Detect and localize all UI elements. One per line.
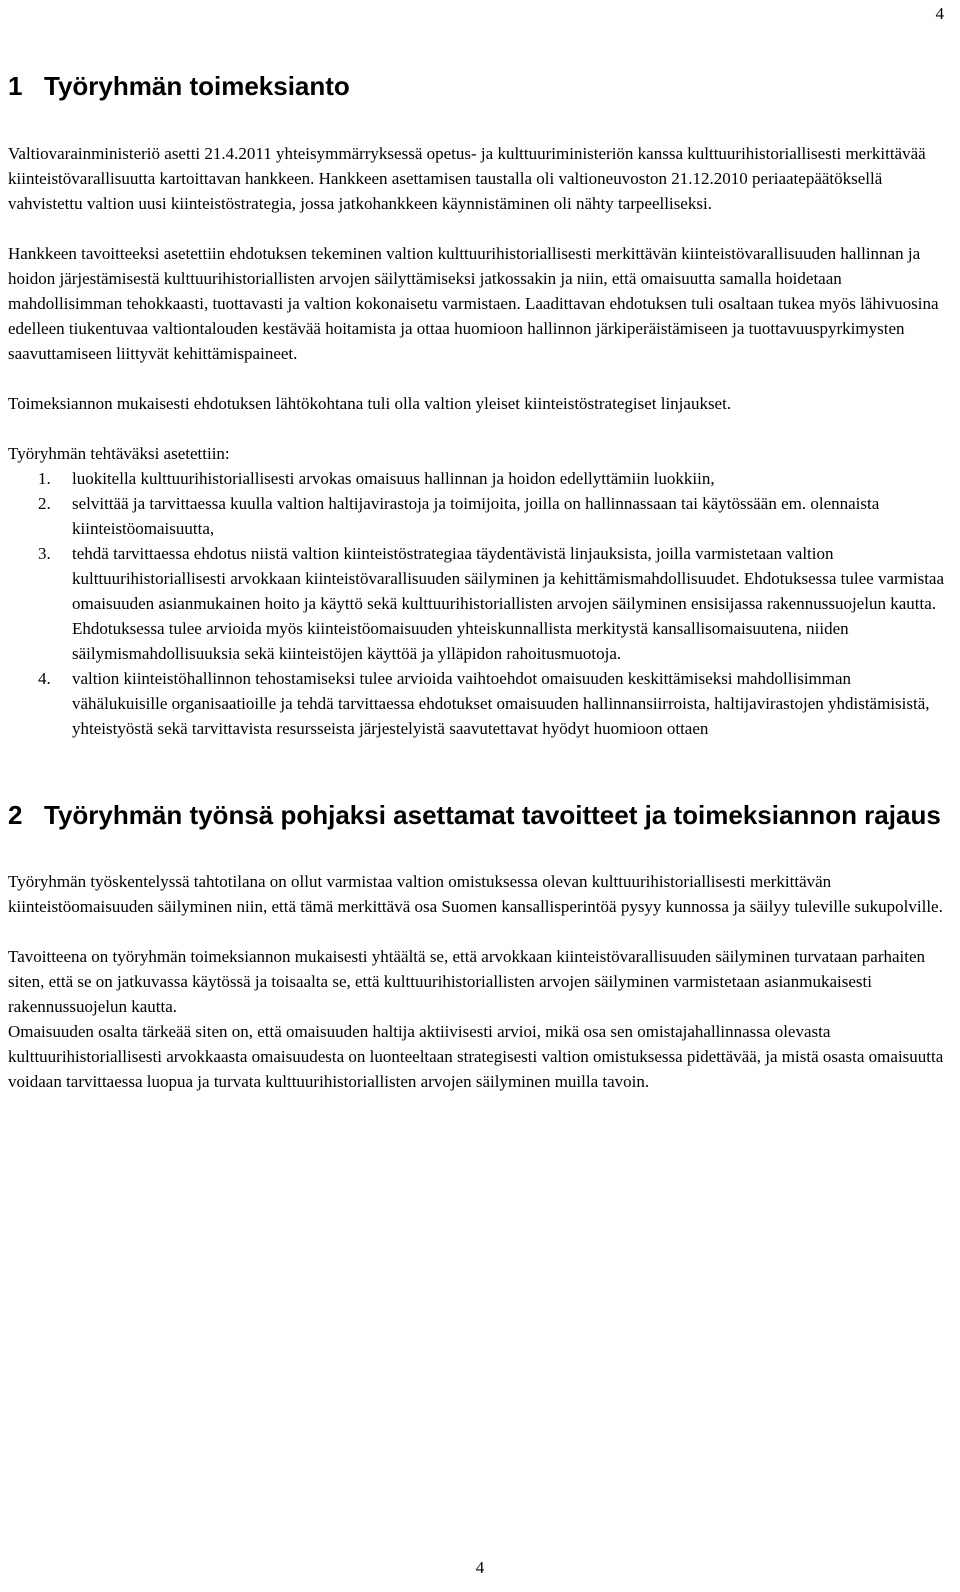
document-body (8, 70, 950, 1094)
page-number-top: 4 (935, 4, 944, 23)
section-1-heading (8, 70, 950, 103)
task-number: 1. (38, 469, 51, 488)
section-1-paragraph: Hankkeen tavoitteeksi asetettiin ehdotuksen tekeminen valtion kulttuurihistoriallisesti merkittävän kiinteistövarallisuuden hallinnan ja hoidon järjestämisestä kulttuurihistoriallisten arvojen säilyttämiseksi jatkossakin ja niin, että omaisuutta samalla hoidetaan mahdollisimman tehokkaasti, tuottavasti ja valtion kokonaisetu varmistaen. Laadittavan ehdotuksen tuli osaltaan tukea myös lähivuosina edelleen tiukentuvaa valtiontalouden kestävää hoitamista ja ottaa huomioon hallinnon järkiperäistämiseen ja tuottavuuspyrkimysten saavuttamiseen liittyvät kehittämispaineet. (8, 244, 939, 363)
task-number: 2. (38, 494, 51, 513)
section-2-heading (8, 799, 950, 832)
section-2-title: Työryhmän työnsä pohjaksi asettamat tavoitteet ja toimeksiannon rajaus (44, 800, 941, 830)
task-number: 4. (38, 669, 51, 688)
section-1-number: 1 (8, 71, 23, 101)
section-2-paragraph: Tavoitteena on työryhmän toimeksiannon mukaisesti yhtäältä se, että arvokkaan kiinteistövarallisuuden säilyminen turvataan parhaiten siten, että se on jatkuvassa käytössä ja toisaalta se, että kulttuurihistoriallisten arvojen säilyminen varmistetaan asianmukaisesti rakennussuojelun kautta. (8, 947, 926, 1016)
section-2-number: 2 (8, 800, 23, 830)
section-1-paragraph: Valtiovarainministeriö asetti 21.4.2011 yhteisymmärryksessä opetus- ja kulttuuriministeriön kanssa kulttuurihistoriallisesti merkittävää kiinteistövarallisuutta kartoittavan hankkeen. Hankkeen asettamisen taustalla oli valtioneuvoston 21.12.2010 periaatepäätöksellä vahvistettu valtion uusi kiinteistöstrategia, jossa jatkohankkeen käynnistäminen oli nähty tarpeelliseksi. (8, 144, 926, 213)
task-item (8, 666, 950, 741)
task-text: tehdä tarvittaessa ehdotus niistä valtion kiinteistöstrategiaa täydentävistä linjauksista, joilla varmistetaan valtion kulttuurihistoriallisesti arvokkaan kiinteistövarallisuuden säilyminen ja kehittämismahdollisuudet. Ehdotuksessa tulee varmistaa omaisuuden asianmukainen hoito ja käyttö sekä kulttuurihistoriallisten arvojen säilyminen ensisijassa rakennussuojelun kautta. Ehdotuksessa tulee arvioida myös kiinteistöomaisuuden yhteiskunnallista merkitystä kansallisomaisuutena, niiden säilymismahdollisuuksia sekä kiinteistöjen käyttöä ja ylläpidon rahoitusmuotoja. (72, 544, 945, 663)
task-text: luokitella kulttuurihistoriallisesti arvokas omaisuus hallinnan ja hoidon edellyttämiin luokkiin, (72, 469, 715, 488)
task-text: selvittää ja tarvittaessa kuulla valtion haltijavirastoja ja toimijoita, joilla on hallinnassaan tai käytössään em. olennaista kiinteistöomaisuutta, (72, 494, 880, 538)
tasks-intro: Työryhmän tehtäväksi asetettiin: (8, 444, 230, 463)
section-2-paragraph: Työryhmän työskentelyssä tahtotilana on ollut varmistaa valtion omistuksessa olevan kulttuurihistoriallisesti merkittävän kiinteistöomaisuuden säilyminen niin, että tämä merkittävä osa Suomen kansallisperintöä pysyy kunnossa ja säilyy tuleville sukupolville. (8, 872, 943, 916)
tasks-list (8, 466, 950, 741)
task-text: valtion kiinteistöhallinnon tehostamiseksi tulee arvioida vaihtoehdot omaisuuden keskittämiseksi mahdollisimman vähälukuisille organisaatioille ja tehdä tarvittaessa ehdotukset omaisuuden hallinnansiirroista, haltijavirastojen yhdistämisistä, yhteistyöstä sekä tarvittavista resursseista järjestelyistä saavutettavat hyödyt huomioon ottaen (72, 669, 930, 738)
task-item (8, 491, 950, 541)
task-item (8, 541, 950, 666)
page-number-bottom: 4 (475, 1558, 485, 1577)
task-item (8, 466, 950, 491)
task-number: 3. (38, 544, 51, 563)
section-1-title: Työryhmän toimeksianto (44, 71, 350, 101)
section-2-paragraph: Omaisuuden osalta tärkeää siten on, että omaisuuden haltija aktiivisesti arvioi, mikä osa sen omistajahallinnassa olevasta kulttuurihistoriallisesti arvokkaasta omaisuudesta on luonteeltaan strategisesti valtion omistuksessa pidettävää, ja mistä osasta omaisuutta voidaan tarvittaessa luopua ja turvata kulttuurihistoriallisten arvojen säilyminen muilla tavoin. (8, 1022, 944, 1091)
section-1-paragraph: Toimeksiannon mukaisesti ehdotuksen lähtökohtana tuli olla valtion yleiset kiinteistöstrategiset linjaukset. (8, 394, 732, 413)
